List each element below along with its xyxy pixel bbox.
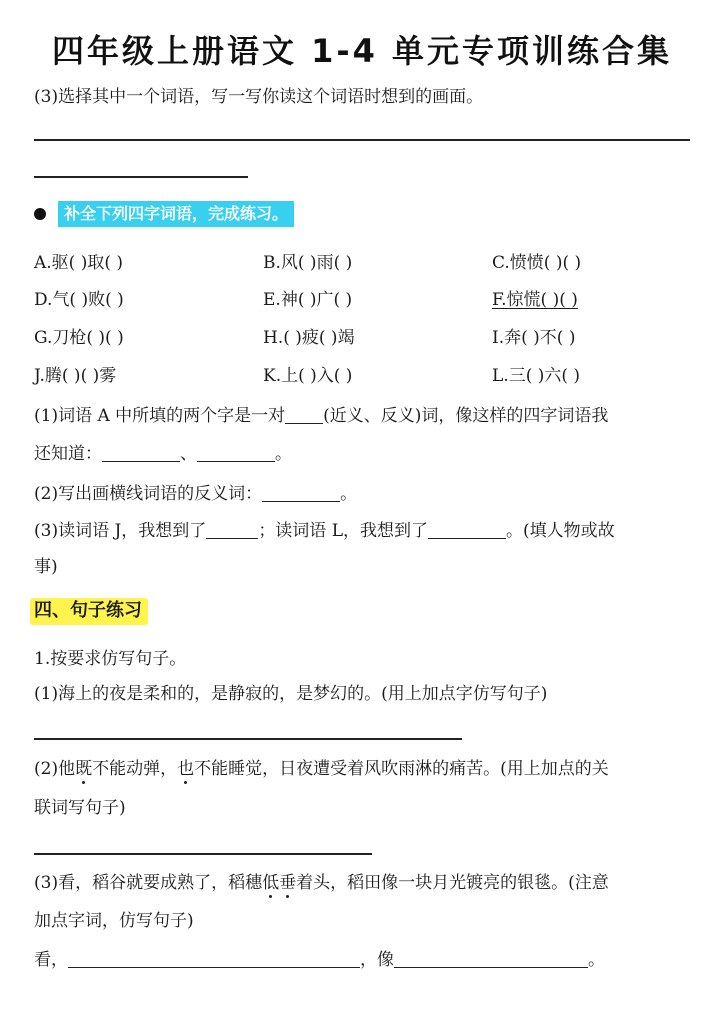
dotted-char: 垂 [279,873,297,893]
task-1-2 [34,758,609,780]
sub-question-1 [34,405,608,427]
sub-question-2-text: (2)写出画横线词语的反义词： [34,484,263,504]
blank[interactable] [102,445,180,462]
blank[interactable] [68,951,360,968]
sub-question-3-line2: 事) [34,557,58,577]
period: 。 [275,444,292,464]
bullet-icon [34,208,46,220]
blank[interactable] [262,485,340,502]
option-c: C.愤愤( )( ) [492,253,582,273]
answer-line[interactable] [34,738,462,740]
answer-line[interactable] [34,139,690,141]
period: 。 [340,484,358,504]
separator: 、 [180,444,197,464]
dotted-char: 低 [262,873,280,893]
answer-line[interactable] [34,853,372,855]
sub-question-1-text: (1)词语 A 中所填的两个字是一对 [34,406,286,426]
option-a: A.驱( )取( ) [34,253,124,273]
option-j: J.腾( )( )雾 [34,366,117,386]
sub-question-3 [34,520,615,542]
task-1-3 [34,872,609,894]
option-b: B.风( )雨( ) [263,253,353,273]
sub-question-3-text: (3)读词语 J，我想到了 [34,521,207,541]
text-segment: ，像 [360,950,394,970]
text-segment: 不能动弹， [92,759,178,779]
blank[interactable] [206,522,258,539]
sub-question-2 [34,483,357,505]
option-k: K.上( )入( ) [263,366,353,386]
text-segment: 看， [34,950,68,970]
task-1-2-line2: 联词写句子) [34,798,126,818]
task-1-3-fill [34,949,605,971]
page-title: 四年级上册语文 1-4 单元专项训练合集 [51,32,673,70]
option-h: H.( )疲( )竭 [263,328,355,348]
option-e: E.神( )广( ) [263,290,353,310]
blank[interactable] [285,407,323,424]
task-1-3-line2: 加点字词，仿写句子) [34,911,194,931]
option-g: G.刀枪( )( ) [34,328,124,348]
answer-line[interactable] [34,176,248,178]
text-segment: (2)他 [34,759,76,779]
option-f: F.惊慌( )( ) [492,290,578,310]
sub-question-1-text-b: (近义、反义)词，像这样的四字词语我 [323,406,609,426]
period: 。 [588,950,605,970]
sub-question-1-text-c: 还知道： [34,444,102,464]
option-d: D.气( )败( ) [34,290,124,310]
text-segment: 不能睡觉，日夜遭受着风吹雨淋的痛苦。(用上加点的关 [194,759,609,779]
blank[interactable] [394,951,588,968]
text-segment: (3)看，稻谷就要成熟了，稻穗 [34,873,263,893]
text-segment: 着头，稻田像一块月光镀亮的银毯。(注意 [296,873,609,893]
dotted-char: 既 [75,759,93,779]
dotted-char: 也 [177,759,195,779]
sub-question-1-line2 [34,443,292,465]
question-3-top: (3)选择其中一个词语，写一写你读这个词语时想到的画面。 [34,87,484,107]
task-1: 1.按要求仿写句子。 [34,649,187,669]
exercise-banner: 补全下列四字词语，完成练习。 [58,201,294,227]
blank[interactable] [197,445,275,462]
blank[interactable] [428,522,506,539]
option-l: L.三( )六( ) [492,366,581,386]
task-1-1: (1)海上的夜是柔和的，是静寂的，是梦幻的。(用上加点字仿写句子) [34,684,548,704]
sub-question-3-text-b: ；读词语 L，我想到了 [258,521,429,541]
option-i: I.奔( )不( ) [492,328,576,348]
section-heading: 四、句子练习 [30,598,148,625]
sub-question-3-text-c: 。(填人物或故 [506,521,615,541]
